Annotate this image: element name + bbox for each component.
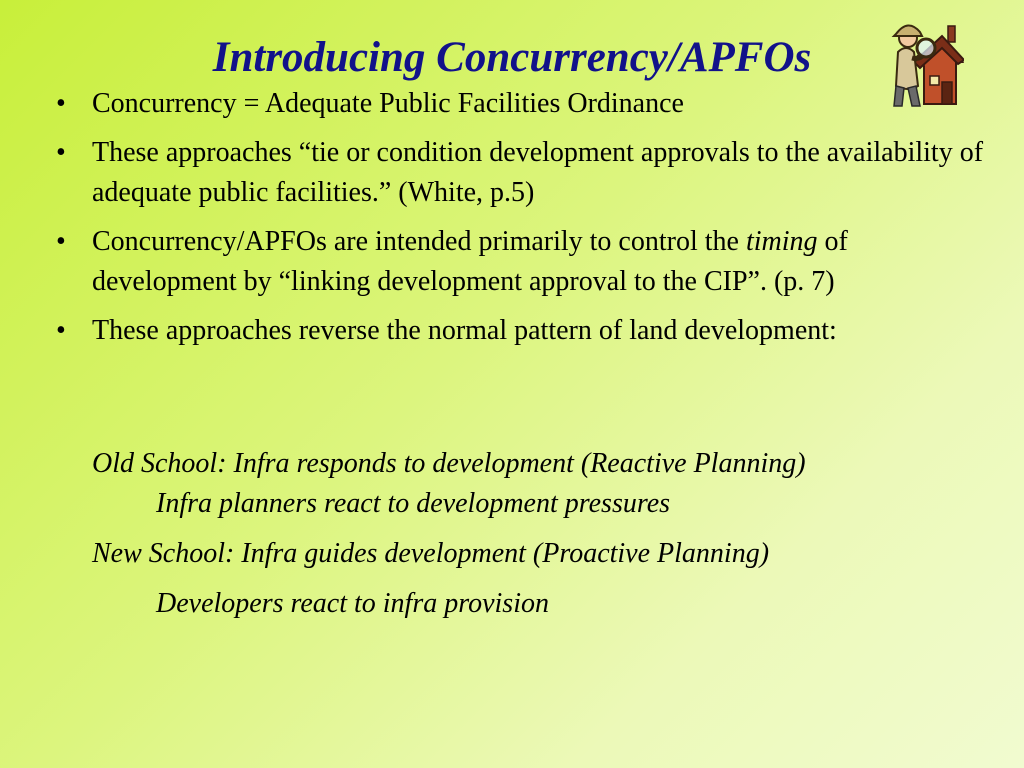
old-school-block (92, 444, 992, 524)
bullet-text: These approaches reverse the normal pattern of land development: (92, 315, 837, 346)
bullet-text-before-emphasis: Concurrency/APFOs are intended primarily to control the (92, 226, 746, 257)
bullet-item-reverse-pattern (56, 311, 996, 351)
bullet-item-tie-condition (56, 133, 996, 213)
bullet-icon: • (56, 226, 66, 257)
old-school-detail: Infra planners react to development pressures (156, 488, 671, 519)
bullet-list (56, 84, 996, 360)
bullet-text: These approaches “tie or condition development approvals to the availability of adequate public facilities.” (White, p.5) (92, 137, 984, 208)
bullet-text: Concurrency = Adequate Public Facilities Ordinance (92, 88, 684, 119)
bullet-text (92, 226, 848, 297)
old-school-heading: Old School: Infra responds to development (Reactive Planning) (92, 448, 806, 479)
bullet-text-after-emphasis: of development by “linking development approval to the CIP”. (p. 7) (92, 226, 848, 297)
bullet-item-timing-control (56, 222, 996, 302)
bullet-icon: • (56, 88, 66, 119)
new-school-heading: New School: Infra guides development (Proactive Planning) (92, 538, 770, 569)
slide-title: Introducing Concurrency/APFOs (212, 34, 812, 81)
new-school-block (92, 534, 992, 624)
bullet-icon: • (56, 315, 66, 346)
new-school-detail: Developers react to infra provision (156, 588, 549, 619)
bullet-icon: • (56, 137, 66, 168)
bullet-item-concurrency-definition (56, 84, 996, 124)
bullet-emphasis-timing: timing (745, 226, 818, 257)
